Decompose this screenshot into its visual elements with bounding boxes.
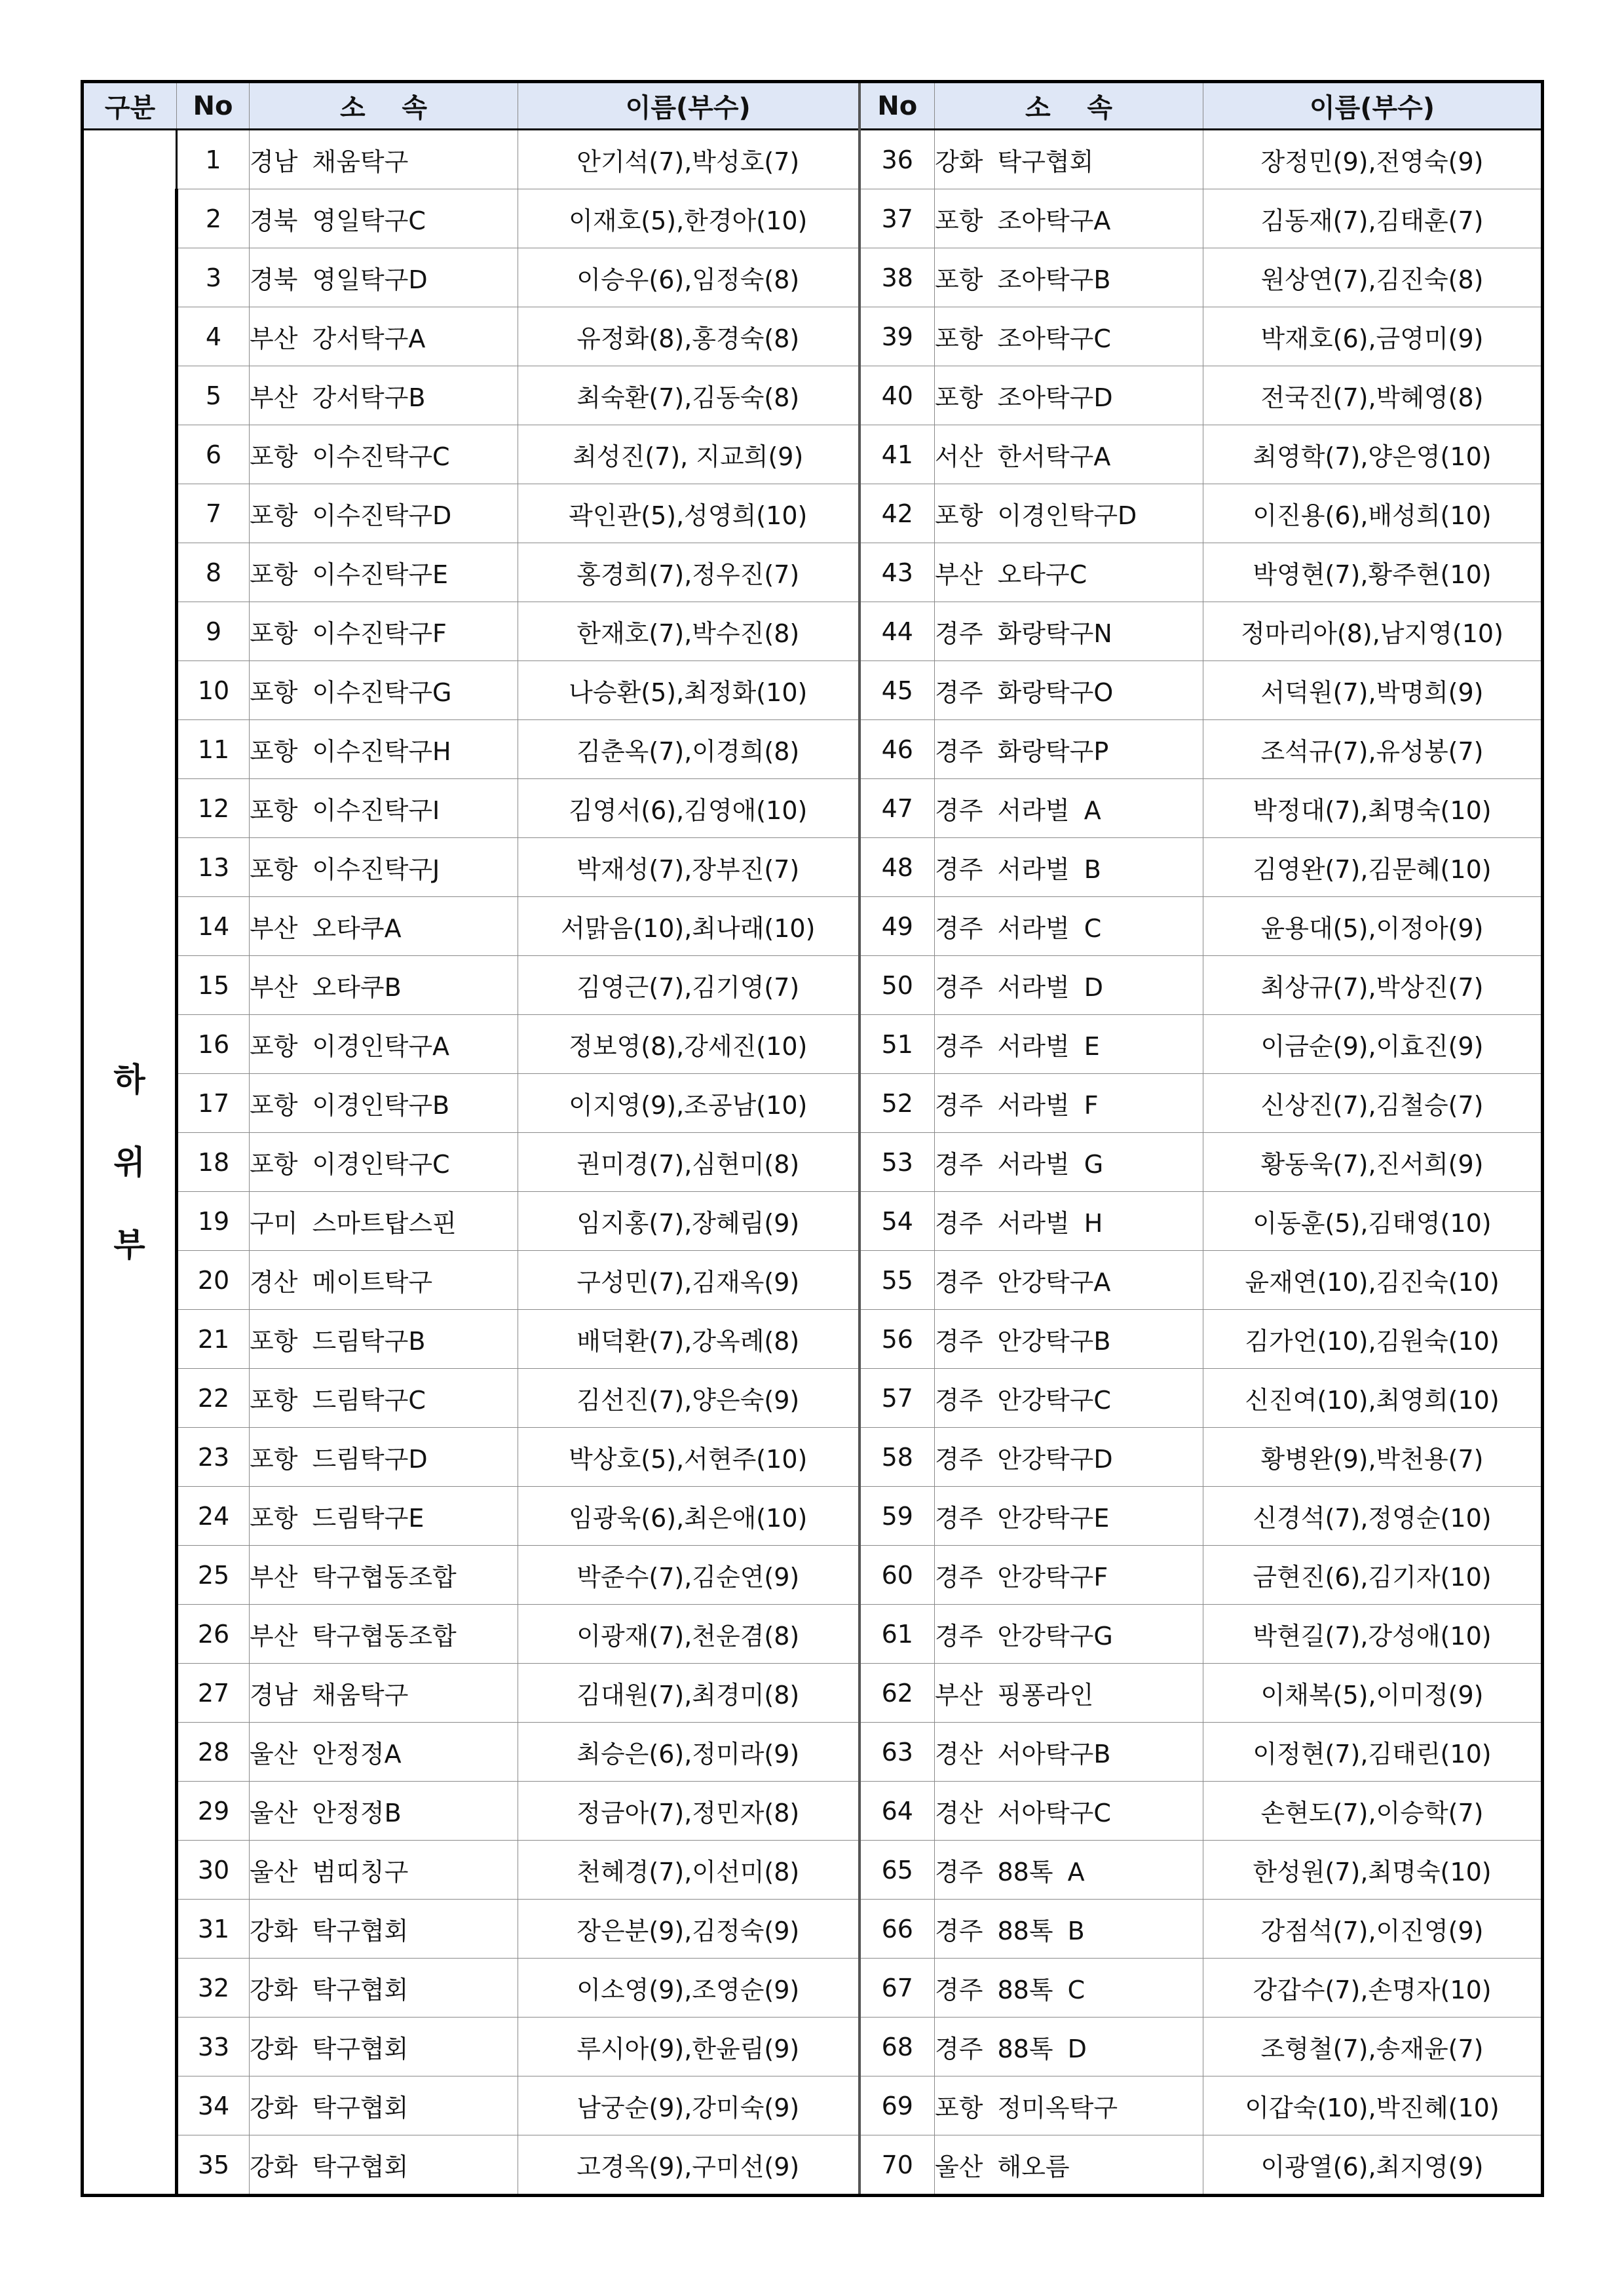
affiliation-right: 경주 안강탁구A	[935, 1251, 1203, 1310]
row-number-left: 32	[177, 1959, 250, 2018]
row-number-right: 38	[859, 248, 935, 307]
table-row	[83, 1782, 1543, 1841]
row-number-right: 37	[859, 189, 935, 248]
table-row	[83, 189, 1543, 248]
players-right: 이채복(5),이미정(9)	[1203, 1664, 1543, 1723]
players-right: 강갑수(7),손명자(10)	[1203, 1959, 1543, 2018]
row-number-right: 49	[859, 897, 935, 956]
affiliation-right: 경주 88톡 B	[935, 1900, 1203, 1959]
row-number-left: 9	[177, 602, 250, 661]
players-right: 조석규(7),유성봉(7)	[1203, 720, 1543, 779]
row-number-left: 22	[177, 1369, 250, 1428]
table-row	[83, 543, 1543, 602]
row-number-right: 56	[859, 1310, 935, 1369]
affiliation-right: 경산 서아탁구B	[935, 1723, 1203, 1782]
affiliation-right: 경주 화랑탁구N	[935, 602, 1203, 661]
players-left: 서맑음(10),최나래(10)	[518, 897, 859, 956]
affiliation-right: 강화 탁구협회	[935, 130, 1203, 189]
row-number-left: 5	[177, 366, 250, 425]
affiliation-left: 구미 스마트탑스핀	[250, 1192, 518, 1251]
category-char: 하	[113, 1060, 145, 1099]
affiliation-right: 경주 서라벌 F	[935, 1074, 1203, 1133]
players-right: 최영학(7),양은영(10)	[1203, 425, 1543, 484]
table-row	[83, 1487, 1543, 1546]
players-left: 이승우(6),임정숙(8)	[518, 248, 859, 307]
players-left: 정보영(8),강세진(10)	[518, 1015, 859, 1074]
row-number-left: 20	[177, 1251, 250, 1310]
players-left: 구성민(7),김재옥(9)	[518, 1251, 859, 1310]
row-number-right: 57	[859, 1369, 935, 1428]
header-name-left: 이름(부수)	[518, 82, 859, 130]
players-right: 이동훈(5),김태영(10)	[1203, 1192, 1543, 1251]
table-row	[83, 1310, 1543, 1369]
players-right: 신진여(10),최영희(10)	[1203, 1369, 1543, 1428]
header-org-left: 소 속	[250, 82, 518, 130]
header-no-left: No	[177, 82, 250, 130]
affiliation-left: 강화 탁구협회	[250, 2135, 518, 2196]
players-left: 김영근(7),김기영(7)	[518, 956, 859, 1015]
table-row	[83, 602, 1543, 661]
players-left: 유정화(8),홍경숙(8)	[518, 307, 859, 366]
row-number-left: 8	[177, 543, 250, 602]
row-number-left: 17	[177, 1074, 250, 1133]
affiliation-right: 경주 안강탁구E	[935, 1487, 1203, 1546]
players-left: 천혜경(7),이선미(8)	[518, 1841, 859, 1900]
affiliation-right: 경주 서라벌 D	[935, 956, 1203, 1015]
affiliation-right: 경주 서라벌 G	[935, 1133, 1203, 1192]
affiliation-right: 서산 한서탁구A	[935, 425, 1203, 484]
row-number-left: 33	[177, 2018, 250, 2076]
players-left: 김선진(7),양은숙(9)	[518, 1369, 859, 1428]
table-row	[83, 1723, 1543, 1782]
affiliation-left: 강화 탁구협회	[250, 2018, 518, 2076]
affiliation-right: 경주 서라벌 B	[935, 838, 1203, 897]
header-row	[83, 82, 1543, 130]
players-right: 이금순(9),이효진(9)	[1203, 1015, 1543, 1074]
players-left: 남궁순(9),강미숙(9)	[518, 2076, 859, 2135]
affiliation-left: 강화 탁구협회	[250, 1959, 518, 2018]
affiliation-right: 경주 안강탁구F	[935, 1546, 1203, 1605]
affiliation-left: 경남 채움탁구	[250, 130, 518, 189]
affiliation-left: 포항 이수진탁구G	[250, 661, 518, 720]
players-right: 윤용대(5),이정아(9)	[1203, 897, 1543, 956]
row-number-left: 6	[177, 425, 250, 484]
players-right: 한성원(7),최명숙(10)	[1203, 1841, 1543, 1900]
row-number-left: 31	[177, 1900, 250, 1959]
players-right: 김가언(10),김원숙(10)	[1203, 1310, 1543, 1369]
table-row	[83, 1369, 1543, 1428]
table-row	[83, 425, 1543, 484]
table-row	[83, 661, 1543, 720]
row-number-left: 10	[177, 661, 250, 720]
row-number-left: 19	[177, 1192, 250, 1251]
row-number-right: 61	[859, 1605, 935, 1664]
players-left: 정금아(7),정민자(8)	[518, 1782, 859, 1841]
players-right: 박정대(7),최명숙(10)	[1203, 779, 1543, 838]
table-row	[83, 1251, 1543, 1310]
players-right: 이갑숙(10),박진혜(10)	[1203, 2076, 1543, 2135]
table-row	[83, 1133, 1543, 1192]
affiliation-left: 포항 이경인탁구C	[250, 1133, 518, 1192]
affiliation-left: 강화 탁구협회	[250, 2076, 518, 2135]
affiliation-right: 경주 서라벌 H	[935, 1192, 1203, 1251]
table-row	[83, 1074, 1543, 1133]
row-number-left: 7	[177, 484, 250, 543]
affiliation-left: 포항 이수진탁구E	[250, 543, 518, 602]
players-right: 황병완(9),박천용(7)	[1203, 1428, 1543, 1487]
affiliation-right: 경주 88톡 C	[935, 1959, 1203, 2018]
row-number-right: 41	[859, 425, 935, 484]
row-number-left: 27	[177, 1664, 250, 1723]
table-row	[83, 1546, 1543, 1605]
players-left: 권미경(7),심현미(8)	[518, 1133, 859, 1192]
row-number-left: 28	[177, 1723, 250, 1782]
row-number-left: 26	[177, 1605, 250, 1664]
players-left: 임지홍(7),장혜림(9)	[518, 1192, 859, 1251]
affiliation-right: 경주 서라벌 E	[935, 1015, 1203, 1074]
affiliation-left: 울산 안정정A	[250, 1723, 518, 1782]
row-number-left: 29	[177, 1782, 250, 1841]
players-right: 신경석(7),정영순(10)	[1203, 1487, 1543, 1546]
players-right: 이정현(7),김태린(10)	[1203, 1723, 1543, 1782]
affiliation-left: 울산 안정정B	[250, 1782, 518, 1841]
row-number-left: 13	[177, 838, 250, 897]
table-row	[83, 366, 1543, 425]
table-row	[83, 1428, 1543, 1487]
table-row	[83, 1841, 1543, 1900]
row-number-right: 50	[859, 956, 935, 1015]
table-row	[83, 1900, 1543, 1959]
affiliation-right: 포항 조아탁구C	[935, 307, 1203, 366]
row-number-left: 4	[177, 307, 250, 366]
row-number-right: 55	[859, 1251, 935, 1310]
row-number-left: 35	[177, 2135, 250, 2196]
table-row	[83, 897, 1543, 956]
affiliation-right: 포항 조아탁구D	[935, 366, 1203, 425]
players-right: 최상규(7),박상진(7)	[1203, 956, 1543, 1015]
row-number-right: 62	[859, 1664, 935, 1723]
affiliation-right: 경주 서라벌 A	[935, 779, 1203, 838]
table-row	[83, 1605, 1543, 1664]
affiliation-right: 경주 88톡 D	[935, 2018, 1203, 2076]
affiliation-left: 부산 강서탁구A	[250, 307, 518, 366]
affiliation-right: 경주 88톡 A	[935, 1841, 1203, 1900]
affiliation-left: 부산 탁구협동조합	[250, 1546, 518, 1605]
table-row	[83, 484, 1543, 543]
row-number-right: 40	[859, 366, 935, 425]
players-right: 김영완(7),김문혜(10)	[1203, 838, 1543, 897]
players-right: 정마리아(8),남지영(10)	[1203, 602, 1543, 661]
row-number-left: 16	[177, 1015, 250, 1074]
players-right: 전국진(7),박혜영(8)	[1203, 366, 1543, 425]
row-number-right: 59	[859, 1487, 935, 1546]
players-left: 이재호(5),한경아(10)	[518, 189, 859, 248]
players-left: 이소영(9),조영순(9)	[518, 1959, 859, 2018]
affiliation-left: 포항 이경인탁구B	[250, 1074, 518, 1133]
row-number-left: 14	[177, 897, 250, 956]
affiliation-left: 경북 영일탁구C	[250, 189, 518, 248]
affiliation-left: 부산 탁구협동조합	[250, 1605, 518, 1664]
players-left: 김영서(6),김영애(10)	[518, 779, 859, 838]
affiliation-left: 경산 메이트탁구	[250, 1251, 518, 1310]
players-left: 최숙환(7),김동숙(8)	[518, 366, 859, 425]
row-number-left: 11	[177, 720, 250, 779]
row-number-left: 30	[177, 1841, 250, 1900]
row-number-right: 67	[859, 1959, 935, 2018]
players-left: 김춘옥(7),이경희(8)	[518, 720, 859, 779]
affiliation-left: 포항 드림탁구C	[250, 1369, 518, 1428]
table-row	[83, 2076, 1543, 2135]
row-number-left: 2	[177, 189, 250, 248]
category-char: 위	[113, 1143, 145, 1181]
row-number-left: 21	[177, 1310, 250, 1369]
players-left: 최승은(6),정미라(9)	[518, 1723, 859, 1782]
row-number-right: 65	[859, 1841, 935, 1900]
affiliation-left: 포항 이수진탁구J	[250, 838, 518, 897]
players-left: 홍경희(7),정우진(7)	[518, 543, 859, 602]
row-number-left: 24	[177, 1487, 250, 1546]
category-char: 부	[113, 1225, 145, 1264]
players-right: 이광열(6),최지영(9)	[1203, 2135, 1543, 2196]
affiliation-left: 포항 이수진탁구H	[250, 720, 518, 779]
participants-table	[81, 80, 1544, 2197]
players-left: 곽인관(5),성영희(10)	[518, 484, 859, 543]
row-number-right: 68	[859, 2018, 935, 2076]
row-number-right: 60	[859, 1546, 935, 1605]
affiliation-right: 경주 서라벌 C	[935, 897, 1203, 956]
row-number-right: 47	[859, 779, 935, 838]
row-number-right: 54	[859, 1192, 935, 1251]
affiliation-right: 경주 안강탁구D	[935, 1428, 1203, 1487]
affiliation-left: 부산 오타쿠B	[250, 956, 518, 1015]
row-number-right: 70	[859, 2135, 935, 2196]
affiliation-left: 포항 이수진탁구I	[250, 779, 518, 838]
players-left: 장은분(9),김정숙(9)	[518, 1900, 859, 1959]
affiliation-right: 경산 서아탁구C	[935, 1782, 1203, 1841]
affiliation-right: 부산 핑퐁라인	[935, 1664, 1203, 1723]
table-row	[83, 1192, 1543, 1251]
row-number-left: 12	[177, 779, 250, 838]
players-right: 조형철(7),송재윤(7)	[1203, 2018, 1543, 2076]
row-number-left: 15	[177, 956, 250, 1015]
header-name-right: 이름(부수)	[1203, 82, 1543, 130]
affiliation-left: 부산 오타쿠A	[250, 897, 518, 956]
affiliation-left: 포항 드림탁구B	[250, 1310, 518, 1369]
row-number-right: 51	[859, 1015, 935, 1074]
affiliation-left: 포항 이경인탁구A	[250, 1015, 518, 1074]
affiliation-right: 포항 정미옥탁구	[935, 2076, 1203, 2135]
players-left: 이광재(7),천운겸(8)	[518, 1605, 859, 1664]
affiliation-right: 경주 안강탁구B	[935, 1310, 1203, 1369]
players-right: 이진용(6),배성희(10)	[1203, 484, 1543, 543]
header-gubun: 구분	[83, 82, 177, 130]
players-left: 임광욱(6),최은애(10)	[518, 1487, 859, 1546]
players-right: 강점석(7),이진영(9)	[1203, 1900, 1543, 1959]
table-row	[83, 307, 1543, 366]
header-org-right: 소 속	[935, 82, 1203, 130]
row-number-right: 52	[859, 1074, 935, 1133]
row-number-right: 39	[859, 307, 935, 366]
row-number-left: 25	[177, 1546, 250, 1605]
players-right: 금현진(6),김기자(10)	[1203, 1546, 1543, 1605]
players-left: 이지영(9),조공남(10)	[518, 1074, 859, 1133]
table-row	[83, 956, 1543, 1015]
table-row	[83, 838, 1543, 897]
players-right: 윤재연(10),김진숙(10)	[1203, 1251, 1543, 1310]
players-right: 신상진(7),김철승(7)	[1203, 1074, 1543, 1133]
row-number-left: 1	[177, 130, 250, 189]
row-number-right: 45	[859, 661, 935, 720]
affiliation-right: 경주 안강탁구C	[935, 1369, 1203, 1428]
affiliation-right: 포항 조아탁구B	[935, 248, 1203, 307]
affiliation-right: 부산 오타구C	[935, 543, 1203, 602]
affiliation-left: 포항 드림탁구E	[250, 1487, 518, 1546]
players-right: 장정민(9),전영숙(9)	[1203, 130, 1543, 189]
players-left: 배덕환(7),강옥례(8)	[518, 1310, 859, 1369]
affiliation-left: 울산 범띠칭구	[250, 1841, 518, 1900]
row-number-right: 43	[859, 543, 935, 602]
row-number-left: 18	[177, 1133, 250, 1192]
players-left: 최성진(7), 지교희(9)	[518, 425, 859, 484]
players-left: 나승환(5),최정화(10)	[518, 661, 859, 720]
players-left: 한재호(7),박수진(8)	[518, 602, 859, 661]
table-row	[83, 1664, 1543, 1723]
row-number-right: 58	[859, 1428, 935, 1487]
header-no-right: No	[859, 82, 935, 130]
table-row	[83, 2135, 1543, 2196]
affiliation-left: 포항 이수진탁구D	[250, 484, 518, 543]
players-left: 루시아(9),한윤림(9)	[518, 2018, 859, 2076]
row-number-right: 44	[859, 602, 935, 661]
affiliation-left: 포항 이수진탁구C	[250, 425, 518, 484]
row-number-right: 69	[859, 2076, 935, 2135]
players-left: 박상호(5),서현주(10)	[518, 1428, 859, 1487]
players-right: 원상연(7),김진숙(8)	[1203, 248, 1543, 307]
players-right: 손현도(7),이승학(7)	[1203, 1782, 1543, 1841]
row-number-right: 53	[859, 1133, 935, 1192]
affiliation-left: 강화 탁구협회	[250, 1900, 518, 1959]
row-number-left: 23	[177, 1428, 250, 1487]
affiliation-right: 울산 해오름	[935, 2135, 1203, 2196]
row-number-left: 34	[177, 2076, 250, 2135]
row-number-right: 36	[859, 130, 935, 189]
row-number-right: 46	[859, 720, 935, 779]
players-left: 박재성(7),장부진(7)	[518, 838, 859, 897]
players-left: 박준수(7),김순연(9)	[518, 1546, 859, 1605]
row-number-right: 48	[859, 838, 935, 897]
table-row	[83, 1959, 1543, 2018]
table-row	[83, 1015, 1543, 1074]
affiliation-right: 포항 조아탁구A	[935, 189, 1203, 248]
affiliation-left: 경북 영일탁구D	[250, 248, 518, 307]
players-right: 김동재(7),김태훈(7)	[1203, 189, 1543, 248]
players-right: 박영현(7),황주현(10)	[1203, 543, 1543, 602]
row-number-right: 66	[859, 1900, 935, 1959]
row-number-left: 3	[177, 248, 250, 307]
table-row	[83, 130, 1543, 189]
affiliation-left: 부산 강서탁구B	[250, 366, 518, 425]
category-cell	[83, 130, 177, 2196]
row-number-right: 64	[859, 1782, 935, 1841]
affiliation-left: 포항 드림탁구D	[250, 1428, 518, 1487]
players-left: 고경옥(9),구미선(9)	[518, 2135, 859, 2196]
players-right: 황동욱(7),진서희(9)	[1203, 1133, 1543, 1192]
players-right: 서덕원(7),박명희(9)	[1203, 661, 1543, 720]
affiliation-right: 경주 안강탁구G	[935, 1605, 1203, 1664]
affiliation-left: 포항 이수진탁구F	[250, 602, 518, 661]
players-left: 김대원(7),최경미(8)	[518, 1664, 859, 1723]
table-row	[83, 2018, 1543, 2076]
players-right: 박현길(7),강성애(10)	[1203, 1605, 1543, 1664]
row-number-right: 42	[859, 484, 935, 543]
players-right: 박재호(6),금영미(9)	[1203, 307, 1543, 366]
players-left: 안기석(7),박성호(7)	[518, 130, 859, 189]
affiliation-right: 경주 화랑탁구P	[935, 720, 1203, 779]
affiliation-right: 경주 화랑탁구O	[935, 661, 1203, 720]
affiliation-right: 포항 이경인탁구D	[935, 484, 1203, 543]
table-row	[83, 248, 1543, 307]
affiliation-left: 경남 채움탁구	[250, 1664, 518, 1723]
row-number-right: 63	[859, 1723, 935, 1782]
table-row	[83, 720, 1543, 779]
table-row	[83, 779, 1543, 838]
